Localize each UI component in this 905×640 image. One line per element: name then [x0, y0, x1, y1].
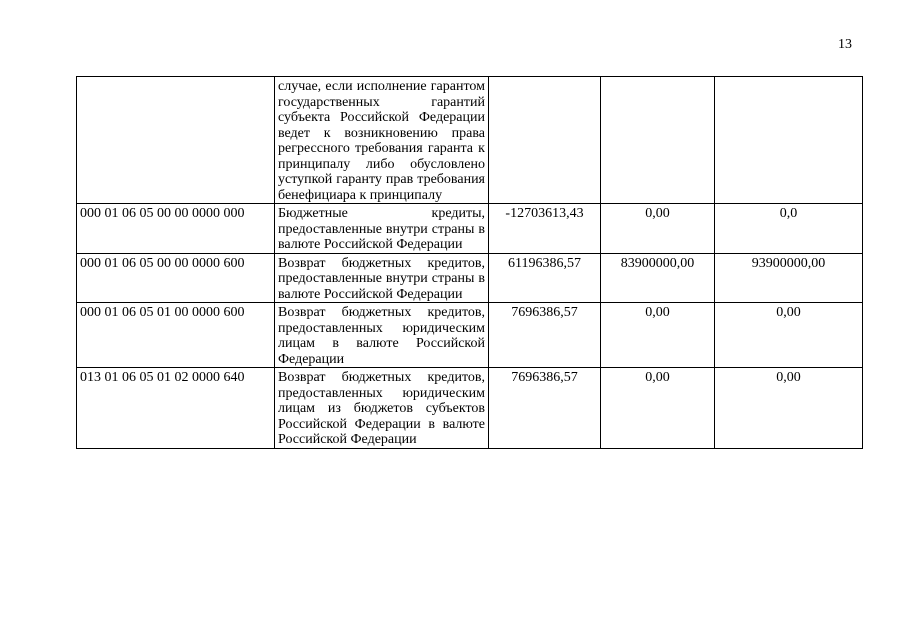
amount-cell-2 [601, 77, 715, 204]
description-cell: случае, если исполнение гарантом государственных гарантий субъекта Российской Федерации ведет к возникновению права регрессного требования гаранта к принципалу либо обусловлено уступкой гаранту прав требования бенефициара к принципалу [275, 77, 489, 204]
amount-cell-1: 7696386,57 [489, 368, 601, 449]
table-row [77, 303, 863, 368]
amount-cell-1: 61196386,57 [489, 253, 601, 303]
description-cell: Возврат бюджетных кредитов, предоставленных юридическим лицам в валюте Российской Федерации [275, 303, 489, 368]
amount-cell-1: 7696386,57 [489, 303, 601, 368]
budget-table [76, 76, 863, 449]
amount-cell-2: 0,00 [601, 204, 715, 254]
amount-cell-1 [489, 77, 601, 204]
amount-cell-3 [715, 77, 863, 204]
description-cell: Бюджетные кредиты, предоставленные внутри страны в валюте Российской Федерации [275, 204, 489, 254]
amount-cell-3: 0,00 [715, 303, 863, 368]
table-row [77, 77, 863, 204]
budget-code-cell: 000 01 06 05 01 00 0000 600 [77, 303, 275, 368]
description-cell: Возврат бюджетных кредитов, предоставленные внутри страны в валюте Российской Федерации [275, 253, 489, 303]
page-number: 13 [838, 37, 852, 52]
table-row [77, 368, 863, 449]
budget-code-cell: 000 01 06 05 00 00 0000 600 [77, 253, 275, 303]
amount-cell-3: 0,00 [715, 368, 863, 449]
amount-cell-3: 93900000,00 [715, 253, 863, 303]
description-cell: Возврат бюджетных кредитов, предоставленных юридическим лицам из бюджетов субъектов Российской Федерации в валюте Российской Федерации [275, 368, 489, 449]
amount-cell-2: 0,00 [601, 368, 715, 449]
amount-cell-1: -12703613,43 [489, 204, 601, 254]
budget-code-cell [77, 77, 275, 204]
amount-cell-3: 0,0 [715, 204, 863, 254]
amount-cell-2: 83900000,00 [601, 253, 715, 303]
budget-code-cell: 013 01 06 05 01 02 0000 640 [77, 368, 275, 449]
amount-cell-2: 0,00 [601, 303, 715, 368]
table-row [77, 204, 863, 254]
budget-code-cell: 000 01 06 05 00 00 0000 000 [77, 204, 275, 254]
table-row [77, 253, 863, 303]
